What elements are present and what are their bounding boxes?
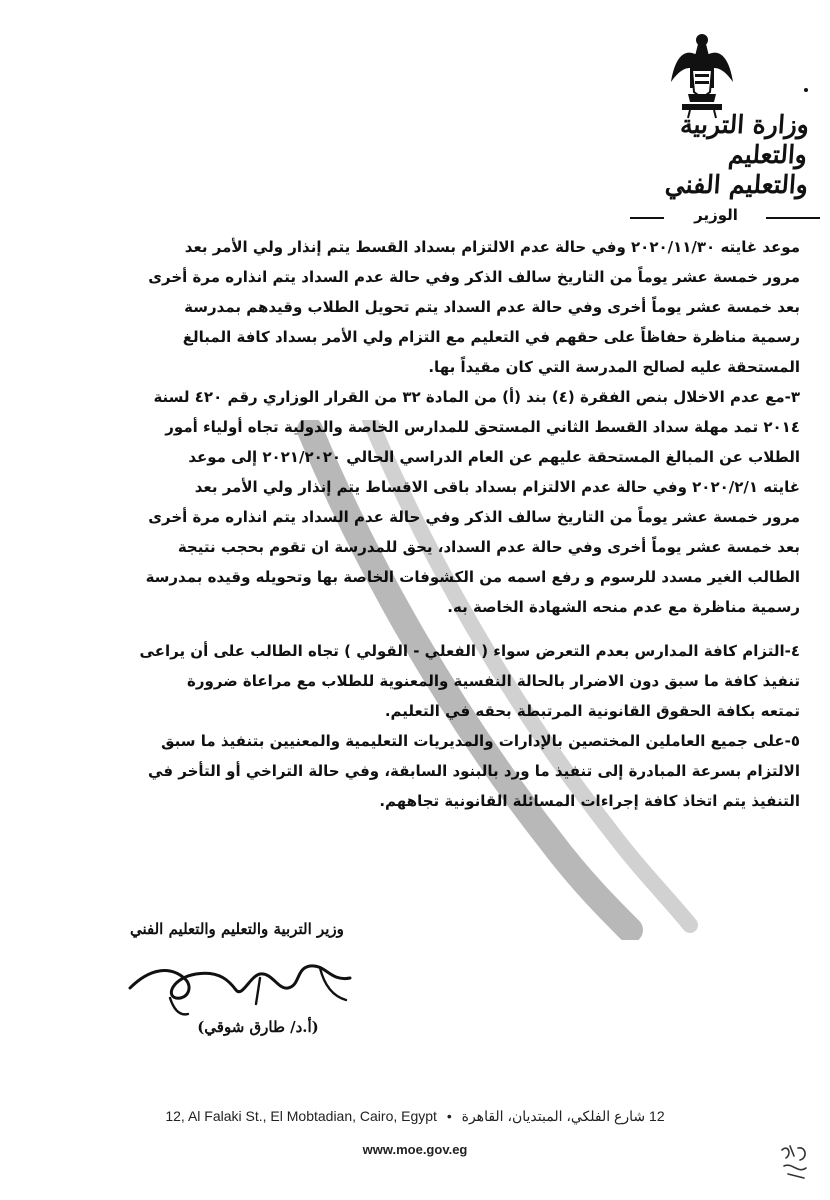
ministry-name xyxy=(608,110,811,200)
text-line: مرور خمسة عشر يوماً من التاريخ سالف الذكر وفي حالة عدم السداد يتم انذاره مرة أخرى xyxy=(148,508,800,526)
text-line: الطلاب عن المبالغ المستحقة عليهم عن العام الدراسي الحالي ٢٠٢١/٢٠٢٠ إلى موعد xyxy=(188,448,800,466)
paragraph-item-3 xyxy=(48,382,800,622)
handwritten-initials xyxy=(776,1140,816,1182)
address-english: 12, Al Falaki St., El Mobtadian, Cairo, Egypt xyxy=(165,1108,437,1124)
paragraph-intro xyxy=(48,232,800,382)
stray-mark xyxy=(804,88,808,92)
minister-office-label xyxy=(630,206,820,228)
text-line: المستحقة عليه لصالح المدرسة التي كان مقيداً بها. xyxy=(428,358,800,376)
footer-website: www.moe.gov.eg xyxy=(362,1142,468,1157)
text-line: تنفيذ كافة ما سبق دون الاضرار بالحالة النفسية والمعنوية للطلاب مع مراعاة ضرورة xyxy=(187,672,800,690)
text-line: التنفيذ يتم اتخاذ كافة إجراءات المسائلة القانونية تجاههم. xyxy=(379,792,800,810)
ministry-line-2: والتعليم الفني xyxy=(664,170,810,199)
text-line: رسمية مناظرة مع عدم منحه الشهادة الخاصة به. xyxy=(447,598,800,616)
text-line: ٤-التزام كافة المدارس بعدم التعرض سواء ( الفعلي - القولي ) تجاه الطالب على أن يراعى xyxy=(139,642,800,660)
ministry-line-1: وزارة التربية والتعليم xyxy=(679,110,811,169)
text-line: موعد غايته ٢٠٢٠/١١/٣٠ وفي حالة عدم الالتزام بسداد القسط يتم إنذار ولي الأمر بعد xyxy=(184,238,800,256)
address-arabic: 12 شارع الفلكي، المبتديان، القاهرة xyxy=(461,1108,665,1124)
text-line: تمتعه بكافة الحقوق القانونية المرتبطة بحقه في التعليم. xyxy=(384,702,800,720)
paragraph-item-4 xyxy=(48,636,800,726)
divider-right xyxy=(766,217,820,219)
signatory-name: (أ.د/ طارق شوقي) xyxy=(197,1018,319,1036)
text-line: ٥-على جميع العاملين المختصين بالإدارات والمديريات التعليمية والمعنيين بتنفيذ ما سبق xyxy=(161,732,800,750)
text-line: الطالب الغير مسدد للرسوم و رفع اسمه من الكشوفات الخاصة بها وتحويله وقيده بمدرسة xyxy=(145,568,800,586)
text-line: مرور خمسة عشر يوماً من التاريخ سالف الذكر وفي حالة عدم السداد يتم انذاره مرة أخرى xyxy=(148,268,800,286)
paragraph-item-5 xyxy=(48,726,800,816)
text-line: الالتزام بسرعة المبادرة إلى تنفيذ ما ورد بالبنود السابقة، وفي حالة التراخي أو التأخر في xyxy=(148,762,800,780)
text-line: بعد خمسة عشر يوماً أخرى وفي حالة عدم السداد يتم تحويل الطلاب وقيدهم بمدرسة xyxy=(184,298,800,316)
letter-body xyxy=(48,232,800,816)
address-separator-dot: • xyxy=(446,1108,452,1124)
text-line: بعد خمسة عشر يوماً أخرى وفي حالة عدم السداد، يحق للمدرسة ان تقوم بحجب نتيجة xyxy=(177,538,800,556)
footer-address xyxy=(0,1108,830,1125)
text-line: رسمية مناظرة حفاظاً على حقهم في التعليم مع التزام ولي الأمر بسداد كافة المبالغ xyxy=(182,328,800,346)
text-line: ٢٠١٤ تمد مهلة سداد القسط الثاني المستحق للمدارس الخاصة والدولية تجاه أولياء أمور xyxy=(165,418,800,436)
text-line: ٣-مع عدم الاخلال بنص الفقرة (٤) بند (أ) من المادة ٣٢ من القرار الوزاري رقم ٤٢٠ لسنة xyxy=(153,388,800,406)
divider-left xyxy=(630,217,664,219)
minister-label: الوزير xyxy=(694,206,738,224)
handwritten-signature xyxy=(110,948,370,1020)
signatory-title: وزير التربية والتعليم والتعليم الفني xyxy=(130,920,344,938)
egypt-eagle-emblem xyxy=(668,28,736,120)
text-line: غايته ٢٠٢٠/٢/١ وفي حالة عدم الالتزام بسداد باقى الاقساط يتم إنذار ولي الأمر بعد xyxy=(194,478,800,496)
